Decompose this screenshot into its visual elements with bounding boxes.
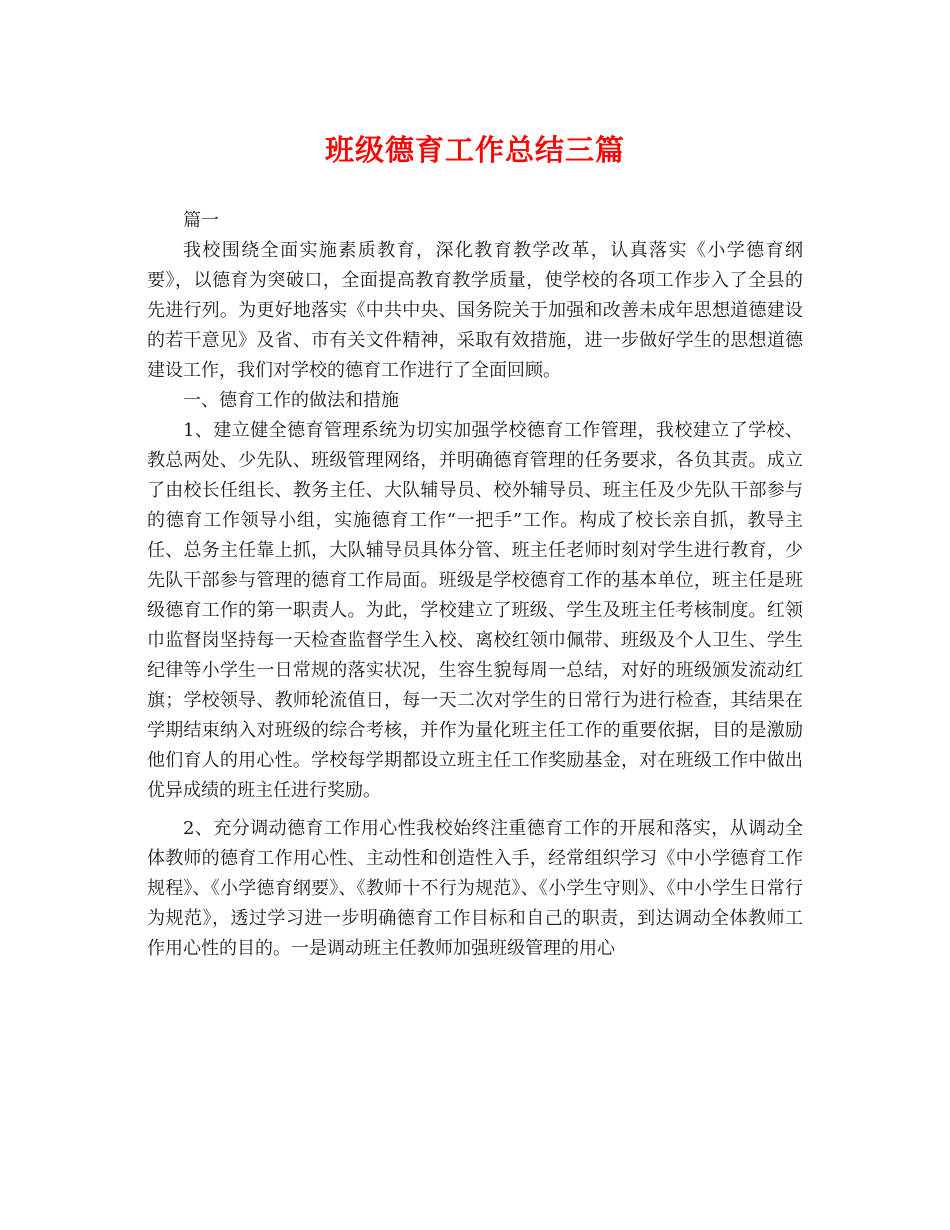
paragraph-item-2: 2、充分调动德育工作用心性我校始终注重德育工作的开展和落实，从调动全体教师的德育工作用心性、主动性和创造性入手，经常组织学习《中小学德育工作规程》、《小学德育纲要》、《教师十不行为规范》、《小学生守则》、《中小学生日常行为规范》，透过学习进一步明确德育工作目标和自己的职责，到达调动全体教师工作用心性的目的。一是调动班主任教师加强班级管理的用心 [147, 818, 803, 959]
paragraph-intro: 我校围绕全面实施素质教育，深化教育教学改革，认真落实《小学德育纲要》，以德育为突破口，全面提高教育教学质量，使学校的各项工作步入了全县的先进行列。为更好地落实《中共中央、国务院关于加强和改善未成年思想道德建设的若干意见》及省、市有关文件精神，采取有效措施，进一步做好学生的思想道德建设工作，我们对学校的德育工作进行了全面回顾。 [147, 240, 803, 381]
document-body [147, 206, 803, 964]
paragraph-item-1: 1、建立健全德育管理系统为切实加强学校德育工作管理，我校建立了学校、教总两处、少先队、班级管理网络，并明确德育管理的任务要求，各负其责。成立了由校长任组长、教务主任、大队辅导员、校外辅导员、班主任及少先队干部参与的德育工作领导小组，实施德育工作“一把手”工作。构成了校长亲自抓，教导主任、总务主任靠上抓，大队辅导员具体分管、班主任老师时刻对学生进行教育，少先队干部参与管理的德育工作局面。班级是学校德育工作的基本单位，班主任是班级德育工作的第一职责人。为此，学校建立了班级、学生及班主任考核制度。红领巾监督岗坚持每一天检查监督学生入校、离校红领巾佩带、班级及个人卫生、学生纪律等小学生一日常规的落实状况，生容生貌每周一总结，对好的班级颁发流动红旗；学校领导、教师轮流值日，每一天二次对学生的日常行为进行检查，其结果在学期结束纳入对班级的综合考核，并作为量化班主任工作的重要依据，目的是激励他们育人的用心性。学校每学期都设立班主任工作奖励基金，对在班级工作中做出优异成绩的班主任进行奖励。 [147, 420, 803, 801]
paragraph-section-label: 篇一 [183, 210, 219, 231]
document-title: 班级德育工作总结三篇 [324, 133, 625, 167]
paragraph-heading-methods: 一、德育工作的做法和措施 [183, 390, 399, 411]
